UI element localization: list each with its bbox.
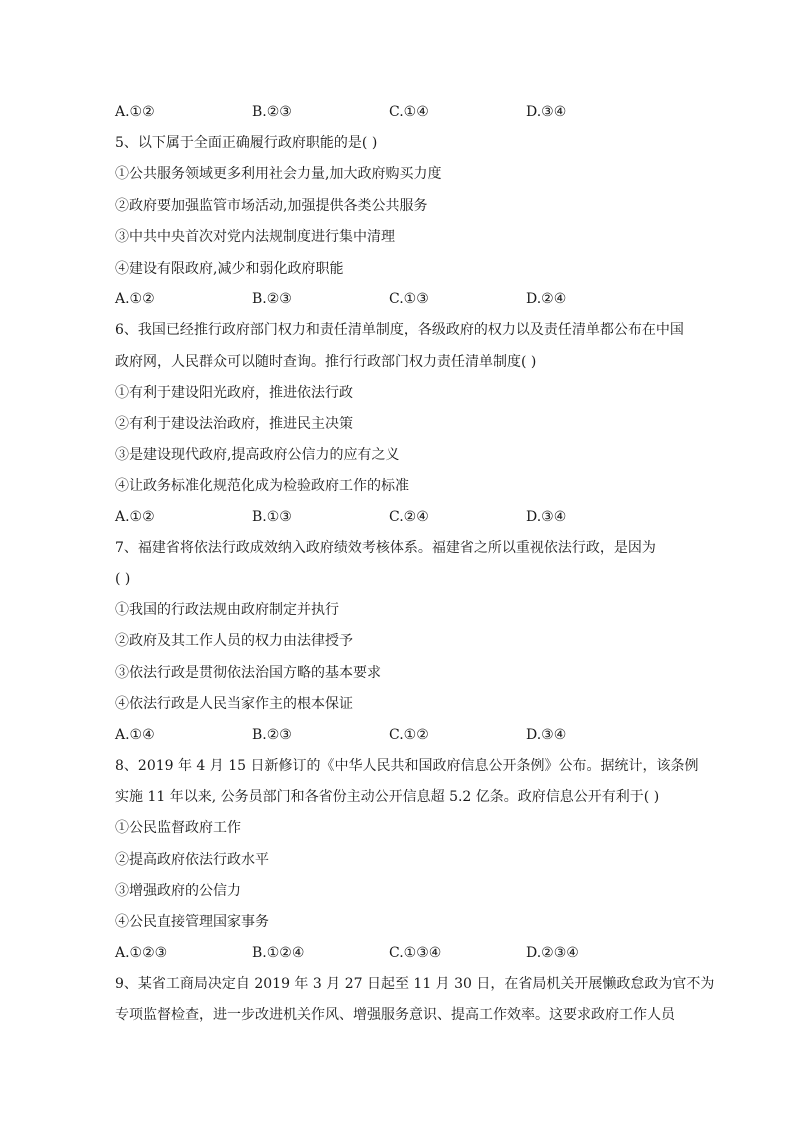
q6-option-b[interactable]: B.①③ [252, 509, 292, 525]
q5-item-4: ④建设有限政府,减少和弱化政府职能 [115, 261, 344, 277]
q4-option-a[interactable]: A.①② [115, 104, 155, 120]
q7-item-4: ④依法行政是人民当家作主的根本保证 [115, 696, 353, 712]
q6-options [115, 507, 715, 527]
q7-option-c[interactable]: C.①② [389, 727, 429, 743]
q4-option-c[interactable]: C.①④ [389, 104, 429, 120]
q8-item-2: ②提高政府依法行政水平 [115, 852, 269, 868]
q7-option-a[interactable]: A.①④ [115, 727, 155, 743]
q5-option-c[interactable]: C.①③ [389, 291, 429, 307]
q7-options [115, 725, 715, 745]
q5-item-2: ②政府要加强监管市场活动,加强提供各类公共服务 [115, 198, 428, 214]
q7-item-1: ①我国的行政法规由政府制定并执行 [115, 602, 339, 618]
q6-item-3: ③是建设现代政府,提高政府公信力的应有之义 [115, 447, 400, 463]
q8-options [115, 943, 715, 963]
q8-option-b[interactable]: B.①②④ [252, 945, 305, 961]
q8-option-c[interactable]: C.①③④ [389, 945, 442, 961]
q7-option-d[interactable]: D.③④ [526, 727, 567, 743]
q6-option-a[interactable]: A.①② [115, 509, 155, 525]
q4-option-b[interactable]: B.②③ [252, 104, 292, 120]
q5-stem: 5、以下属于全面正确履行政府职能的是( ) [115, 135, 378, 151]
q5-option-b[interactable]: B.②③ [252, 291, 292, 307]
q6-item-1: ①有利于建设阳光政府，推进依法行政 [115, 385, 353, 401]
q8-item-4: ④公民直接管理国家事务 [115, 914, 269, 930]
q6-stem-line-1: 6、我国已经推行政府部门权力和责任清单制度，各级政府的权力以及责任清单都公布在中国 [115, 322, 684, 338]
q5-option-a[interactable]: A.①② [115, 291, 155, 307]
q7-option-b[interactable]: B.②③ [252, 727, 292, 743]
q6-option-d[interactable]: D.③④ [526, 509, 567, 525]
q5-option-d[interactable]: D.②④ [526, 291, 567, 307]
q7-item-3: ③依法行政是贯彻依法治国方略的基本要求 [115, 665, 381, 681]
q6-stem-line-2: 政府网，人民群众可以随时查询。推行行政部门权力责任清单制度( ) [115, 354, 537, 370]
q6-item-2: ②有利于建设法治政府，推进民主决策 [115, 416, 353, 432]
q5-options [115, 289, 715, 309]
q8-stem-line-1: 8、2019 年 4 月 15 日新修订的《中华人民共和国政府信息公开条例》公布。据统计，该条例 [115, 758, 699, 774]
q4-options [115, 102, 715, 122]
q9-stem-line-1: 9、某省工商局决定自 2019 年 3 月 27 日起至 11 月 30 日，在省局机关开展懒政怠政为官不为 [115, 976, 715, 992]
q8-stem-line-2: 实施 11 年以来, 公务员部门和各省份主动公开信息超 5.2 亿条。政府信息公开有利于( ) [115, 789, 660, 805]
q5-item-1: ①公共服务领域更多利用社会力量,加大政府购买力度 [115, 166, 442, 182]
q8-option-d[interactable]: D.②③④ [526, 945, 579, 961]
q8-item-1: ①公民监督政府工作 [115, 820, 241, 836]
q6-item-4: ④让政务标准化规范化成为检验政府工作的标准 [115, 478, 409, 494]
q8-option-a[interactable]: A.①②③ [115, 945, 168, 961]
q7-stem-line-1: 7、福建省将依法行政成效纳入政府绩效考核体系。福建省之所以重视依法行政，是因为 [115, 540, 656, 556]
q4-option-d[interactable]: D.③④ [526, 104, 567, 120]
q7-item-2: ②政府及其工作人员的权力由法律授予 [115, 633, 353, 649]
q5-item-3: ③中共中央首次对党内法规制度进行集中清理 [115, 229, 395, 245]
q7-stem-line-2: ( ) [115, 571, 131, 587]
q9-stem-line-2: 专项监督检查，进一步改进机关作风、增强服务意识、提高工作效率。这要求政府工作人员 [115, 1007, 675, 1023]
q8-item-3: ③增强政府的公信力 [115, 883, 241, 899]
q6-option-c[interactable]: C.②④ [389, 509, 429, 525]
